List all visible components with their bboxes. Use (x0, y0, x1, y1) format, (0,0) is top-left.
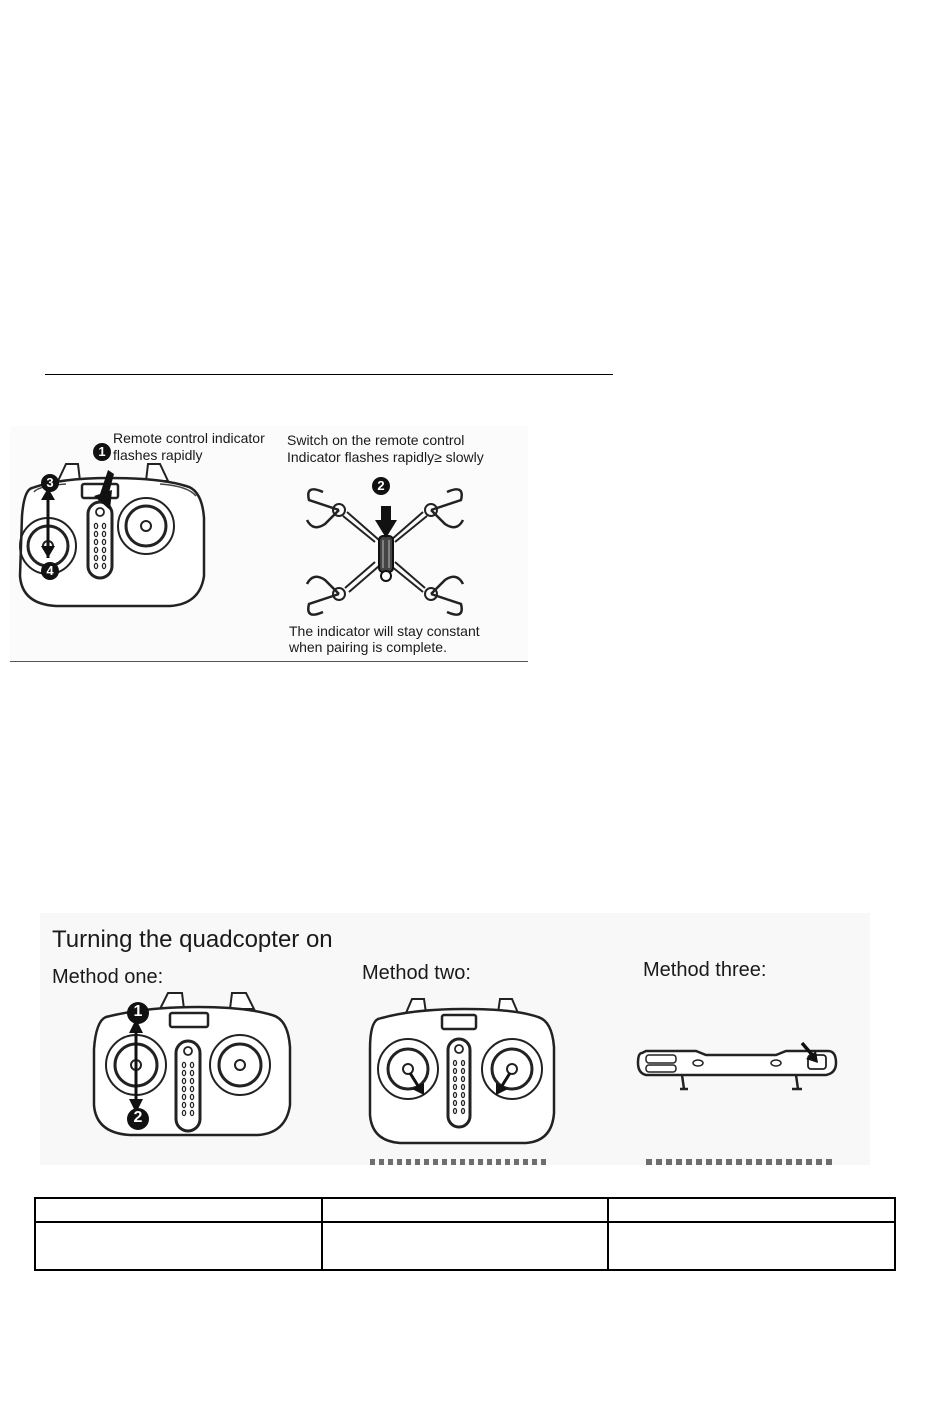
table-cell (608, 1222, 895, 1270)
cut-off-text-method-two (370, 1157, 550, 1165)
table-cell (35, 1198, 322, 1222)
switch-on-label-line1: Switch on the remote control (287, 432, 465, 448)
turn-on-step-marker-1-label: 1 (133, 1003, 143, 1020)
method-one-remote-drawing (90, 993, 310, 1143)
table-cell (608, 1198, 895, 1222)
step-marker-2-label: 2 (377, 478, 385, 493)
empty-table (34, 1197, 896, 1271)
figure-title: Turning the quadcopter on (52, 926, 333, 953)
remote-indicator-label-line2: flashes rapidly (113, 447, 203, 463)
table-row (35, 1198, 895, 1222)
turn-on-figure (40, 913, 870, 1165)
method-two-label: Method two: (362, 962, 471, 984)
indicator-constant-label-line1: The indicator will stay constant (289, 623, 480, 639)
remote-indicator-label-line1: Remote control indicator (113, 430, 265, 446)
switch-on-label-line2: Indicator flashes rapidly≥ slowly (287, 449, 484, 465)
step-marker-3-label: 3 (46, 475, 54, 490)
table-cell (322, 1198, 609, 1222)
turn-on-step-marker-2-label: 2 (133, 1109, 143, 1126)
method-three-label: Method three: (643, 959, 767, 981)
indicator-constant-label-line2: when pairing is complete. (289, 639, 447, 655)
cut-off-text-method-three (646, 1157, 836, 1165)
method-three-quadcopter-side-drawing (636, 1033, 846, 1103)
table-cell (322, 1222, 609, 1270)
step-marker-4-label: 4 (46, 563, 54, 578)
pairing-figure (10, 426, 528, 662)
method-one-label: Method one: (52, 966, 164, 988)
method-two-remote-drawing (366, 997, 566, 1147)
step-marker-1-label: 1 (98, 444, 106, 459)
table-row (35, 1222, 895, 1270)
table-cell (35, 1222, 322, 1270)
section-divider-line (45, 374, 613, 375)
